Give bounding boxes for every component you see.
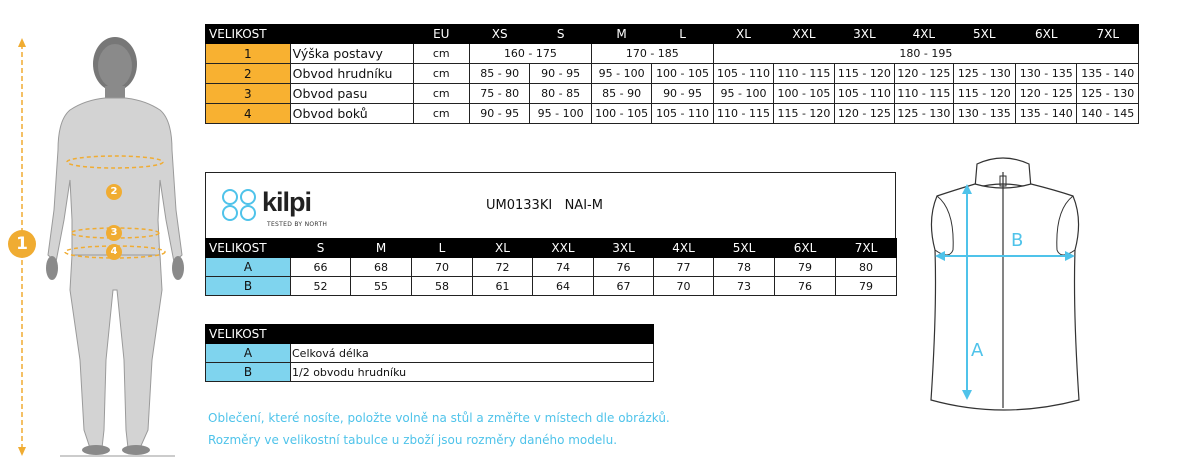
row-number: 4 [206, 104, 291, 124]
value-cell: 120 - 125 [1016, 84, 1077, 104]
row-number: 1 [206, 44, 291, 64]
value-cell: 80 - 85 [530, 84, 591, 104]
vest-outline [915, 150, 1095, 418]
value-cell: 79 [836, 277, 897, 296]
value-cell: 85 - 90 [469, 64, 529, 84]
header-5xl: 5XL [953, 25, 1015, 44]
header-3xl: 3XL [834, 25, 894, 44]
value-cell: 70 [412, 258, 473, 277]
row-label-b: B [206, 277, 291, 296]
value-cell: 74 [533, 258, 594, 277]
value-cell: 73 [714, 277, 775, 296]
brand-name: kilpi [262, 187, 312, 217]
legend-text-a: Celková délka [291, 344, 654, 363]
note-measure: Oblečení, které nosíte, položte volně na stůl a změřte v místech dle obrázků. [208, 411, 670, 425]
row-label: Obvod boků [290, 104, 413, 124]
table-row [206, 277, 897, 296]
table-row [206, 344, 654, 363]
value-cell: 105 - 110 [834, 84, 894, 104]
legend-label-a: A [206, 344, 291, 363]
value-cell: 90 - 95 [530, 64, 591, 84]
header-3xl: 3XL [594, 239, 654, 258]
table-header-row [206, 239, 897, 258]
value-cell: 115 - 120 [774, 104, 834, 124]
table-row [206, 258, 897, 277]
kilpi-logo-icon [220, 187, 258, 223]
value-cell: 135 - 140 [1077, 64, 1139, 84]
value-cell: 58 [412, 277, 473, 296]
header-l: L [652, 25, 713, 44]
row-number: 2 [206, 64, 291, 84]
value-cell: 110 - 115 [774, 64, 834, 84]
product-code: UM0133KI NAI-M [486, 198, 603, 213]
range-cell: 170 - 185 [591, 44, 713, 64]
table-header-row [206, 25, 1139, 44]
value-cell: 76 [594, 258, 654, 277]
table-header-row [206, 325, 654, 344]
value-cell: 64 [533, 277, 594, 296]
header-xs: XS [469, 25, 529, 44]
legend-header: VELIKOST [206, 325, 654, 344]
legend-text-b: 1/2 obvodu hrudníku [291, 363, 654, 382]
legend-label-b: B [206, 363, 291, 382]
row-label: Obvod hrudníku [290, 64, 413, 84]
table-row [206, 64, 1139, 84]
unit-cell: cm [413, 44, 469, 64]
legend-table [205, 324, 654, 382]
product-header [205, 172, 896, 239]
value-cell: 78 [714, 258, 775, 277]
value-cell: 85 - 90 [591, 84, 651, 104]
value-cell: 66 [291, 258, 351, 277]
value-cell: 90 - 95 [652, 84, 713, 104]
value-cell: 140 - 145 [1077, 104, 1139, 124]
header-4xl: 4XL [654, 239, 714, 258]
value-cell: 67 [594, 277, 654, 296]
value-cell: 110 - 115 [713, 104, 773, 124]
value-cell: 90 - 95 [469, 104, 529, 124]
note-model: Rozměry ve velikostní tabulce u zboží jsou rozměry daného modelu. [208, 433, 618, 447]
value-cell: 115 - 120 [953, 84, 1015, 104]
product-size-table [205, 238, 897, 296]
vest-label-b: B [1011, 230, 1024, 251]
value-cell: 61 [473, 277, 533, 296]
value-cell: 120 - 125 [895, 64, 953, 84]
value-cell: 120 - 125 [834, 104, 894, 124]
value-cell: 135 - 140 [1016, 104, 1077, 124]
row-label-a: A [206, 258, 291, 277]
unit-cell: cm [413, 84, 469, 104]
value-cell: 72 [473, 258, 533, 277]
value-cell: 105 - 110 [652, 104, 713, 124]
header-eu: EU [413, 25, 469, 44]
value-cell: 130 - 135 [953, 104, 1015, 124]
header-xl: XL [713, 25, 773, 44]
vest-figure [915, 150, 1095, 418]
value-cell: 77 [654, 258, 714, 277]
header-m: M [351, 239, 412, 258]
value-cell: 100 - 105 [652, 64, 713, 84]
value-cell: 105 - 110 [713, 64, 773, 84]
value-cell: 68 [351, 258, 412, 277]
header-s: S [291, 239, 351, 258]
value-cell: 95 - 100 [713, 84, 773, 104]
vest-label-a: A [971, 340, 984, 361]
range-cell: 180 - 195 [713, 44, 1138, 64]
value-cell: 70 [654, 277, 714, 296]
header-velikost: VELIKOST [206, 25, 414, 44]
value-cell: 95 - 100 [530, 104, 591, 124]
marker-2: 2 [106, 184, 122, 200]
value-cell: 52 [291, 277, 351, 296]
range-cell: 160 - 175 [469, 44, 591, 64]
value-cell: 100 - 105 [591, 104, 651, 124]
header-5xl: 5XL [714, 239, 775, 258]
unit-cell: cm [413, 104, 469, 124]
header-xxl: XXL [774, 25, 834, 44]
unit-cell: cm [413, 64, 469, 84]
value-cell: 115 - 120 [834, 64, 894, 84]
body-size-table [205, 24, 1139, 124]
row-label: Obvod pasu [290, 84, 413, 104]
value-cell: 55 [351, 277, 412, 296]
value-cell: 100 - 105 [774, 84, 834, 104]
table-row [206, 363, 654, 382]
value-cell: 76 [775, 277, 836, 296]
header-7xl: 7XL [1077, 25, 1139, 44]
body-figure [0, 30, 195, 460]
header-4xl: 4XL [895, 25, 953, 44]
header-xxl: XXL [533, 239, 594, 258]
marker-3: 3 [106, 225, 122, 241]
value-cell: 95 - 100 [591, 64, 651, 84]
header-m: M [591, 25, 651, 44]
header-7xl: 7XL [836, 239, 897, 258]
header-xl: XL [473, 239, 533, 258]
row-number: 3 [206, 84, 291, 104]
header-l: L [412, 239, 473, 258]
value-cell: 125 - 130 [895, 104, 953, 124]
table-row [206, 44, 1139, 64]
marker-4: 4 [106, 244, 122, 260]
value-cell: 110 - 115 [895, 84, 953, 104]
value-cell: 125 - 130 [1077, 84, 1139, 104]
value-cell: 80 [836, 258, 897, 277]
value-cell: 125 - 130 [953, 64, 1015, 84]
header-velikost: VELIKOST [206, 239, 291, 258]
row-label: Výška postavy [290, 44, 413, 64]
header-6xl: 6XL [775, 239, 836, 258]
table-row [206, 104, 1139, 124]
table-row [206, 84, 1139, 104]
brand-tagline: TESTED BY NORTH [267, 221, 328, 228]
marker-1: 1 [8, 230, 36, 258]
header-6xl: 6XL [1016, 25, 1077, 44]
value-cell: 75 - 80 [469, 84, 529, 104]
value-cell: 130 - 135 [1016, 64, 1077, 84]
value-cell: 79 [775, 258, 836, 277]
header-s: S [530, 25, 591, 44]
